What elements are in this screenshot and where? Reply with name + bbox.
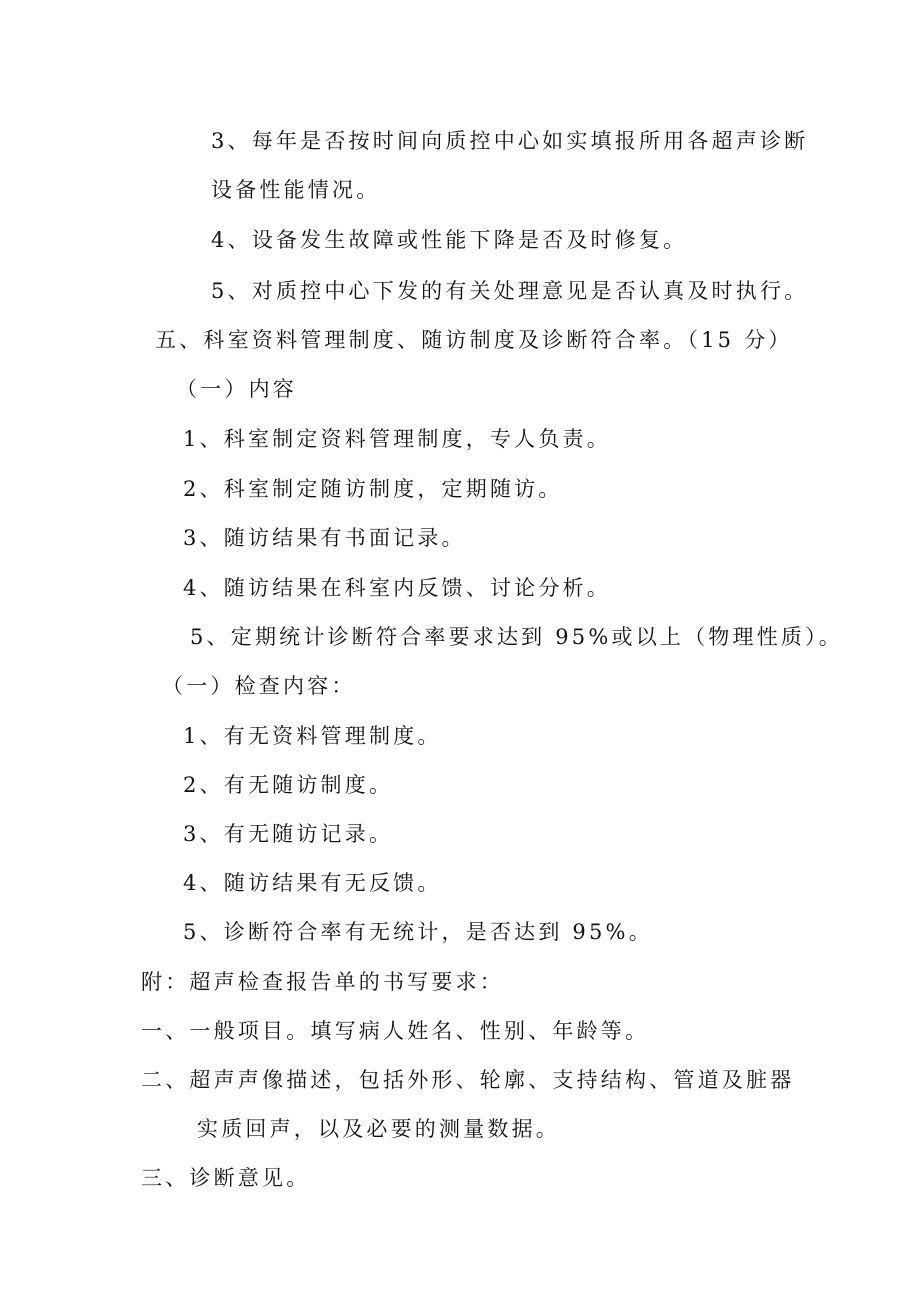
text-line: 一、一般项目。填写病人姓名、性别、年龄等。 <box>141 1019 650 1043</box>
text-line: 三、诊断意见。 <box>141 1166 311 1190</box>
text-line: 4、随访结果在科室内反馈、讨论分析。 <box>183 576 611 600</box>
text-line: 1、有无资料管理制度。 <box>183 724 442 748</box>
section-heading: 五、科室资料管理制度、随访制度及诊断符合率。（15 分） <box>155 328 793 352</box>
text-line: 3、随访结果有书面记录。 <box>183 526 466 550</box>
text-line: 1、科室制定资料管理制度，专人负责。 <box>183 427 611 451</box>
subsection-heading: （一）内容 <box>176 377 297 401</box>
text-line: 5、定期统计诊断符合率要求达到 95%或以上（物理性质）。 <box>190 625 844 649</box>
subsection-heading: （一）检查内容： <box>162 674 356 698</box>
text-line: 4、设备发生故障或性能下降是否及时修复。 <box>211 228 688 252</box>
text-line: 实质回声，以及必要的测量数据。 <box>197 1117 560 1141</box>
text-line: 二、超声声像描述，包括外形、轮廓、支持结构、管道及脏器 <box>141 1068 795 1092</box>
text-line: 5、诊断符合率有无统计，是否达到 95%。 <box>183 920 653 944</box>
text-line: 3、有无随访记录。 <box>183 822 394 846</box>
text-line: 2、科室制定随访制度，定期随访。 <box>183 477 563 501</box>
appendix-heading: 附：超声检查报告单的书写要求： <box>141 970 504 994</box>
text-line: 4、随访结果有无反馈。 <box>183 871 442 895</box>
text-line: 3、每年是否按时间向质控中心如实填报所用各超声诊断 <box>211 129 809 153</box>
text-line: 5、对质控中心下发的有关处理意见是否认真及时执行。 <box>211 279 809 303</box>
text-line: 设备性能情况。 <box>211 178 381 202</box>
text-line: 2、有无随访制度。 <box>183 773 394 797</box>
